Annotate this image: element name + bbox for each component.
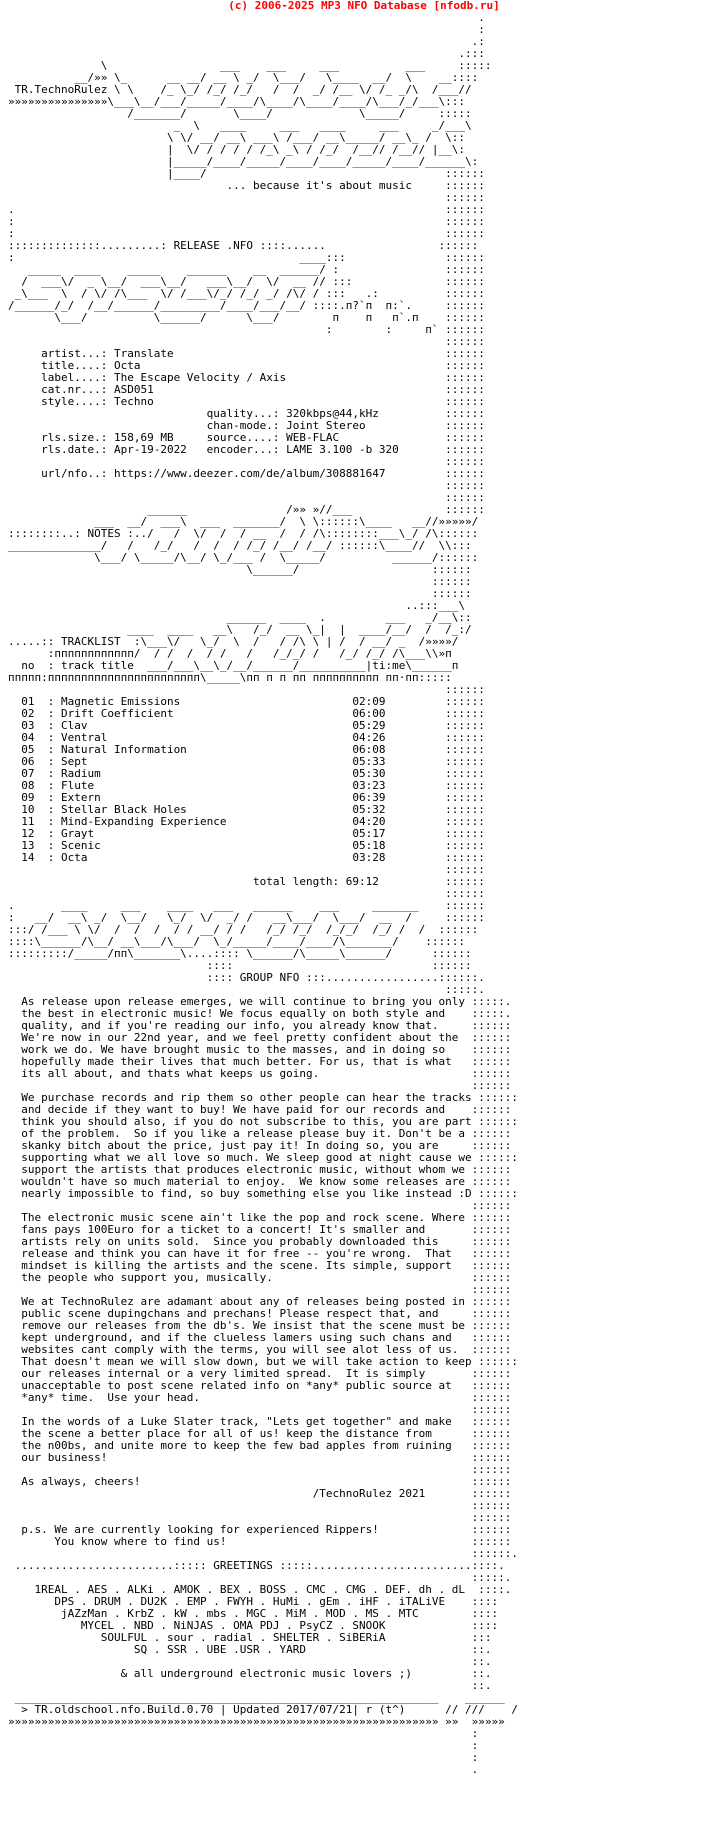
nfo-document (8, 12, 720, 1832)
site-header: (c) 2006-2025 MP3 NFO Database [nfodb.ru] (228, 0, 500, 12)
nfo-text: . : .: .::: \ ___ ___ ___ ___ ::::: __/»» \_ __ __/ __ \ _/ \___/ \____ __/ \ __:::: TR.TechnoRulez \ \ /_ \_/ /_/ /_/ / / _/ /__ \/ /_ _/\ /___// »»»»»»»»»»»»»»»\___\__/___/_____/____/\____/\____/____/\___/_/___\::: /_______/ \____/ \_____/ ::::: _ \ ____ ___ ____ ___ _/___\ \ \/ __/ __\ ___\ /___/ __\_____/ __\_ / \:: | \/ / / / / /_\ _\ / /_/ /__// /__// |__\: |_____/____/_____/____/____/_____/____/______\: |____/ :::::: ... because it's about music :::::: :::::: . :::::: : :::::: : :::::: ::::::::::::::.........: RELEASE .NFO ::::...... :::::: : ____::: :::::: _____ ____ _____ ______ __ ______/ : :::::: / ___\/ _ \__/ ___\__/ ___\__/ \/ __ // ::: :::::: _\___ \ / \/ /\___ \/ /___\/_/ /_/ _/ /\/ / ::: .: :::::: /______/_/ /__/______/_________/____/___/__/ ::::.п?`п п:`. :::::: \___/ \______/ \___/ п п п`.п :::::: : : п` :::::: :::::: artist...: Translate :::::: title....: Octa :::::: label....: The Escape Velocity / Axis :::::: cat.nr...: ASD051 :::::: style....: Techno :::::: quality...: 320kbps@44,kHz :::::: chan-mode.: Joint Stereo :::::: rls.size.: 158,69 MB source....: WEB-FLAC :::::: rls.date.: Apr-19-2022 encoder...: LAME 3.100 -b 320 :::::: :::::: url/nfo..: https://www.deezer.com/de/album/308881647 :::::: :::::: :::::: ______ /»» »//___ :::::: ___ __/ ___\ ___ _______/ \ \::::::\____ __//»»»»»/ ::::::::..: NOTES :../ / \/ / / __ / / /\::::::::___\_/ /\:::::: ______________/ / /_/ / / / /_/ /__/ /__/ ::::::\____// \\::: \___/ \_____/\__/ \_/___ / \_____/ ______/:::::: \______/ :::::: :::::: :::::: ..:::___\ ______ ____ . ___ _/__\:: ____ ____ __\ /_/ __ \_| | ____/__/ / /_:/ .....:: TRACKLIST :\___\/ \_/ \ / / /\ \ | / / __/ _ /»»»»/ :пппппппппппп/ / / / / / / /_/_/ / /_/ /_/ /\___\\»п no : track title ___/___\__\_/__/______/__________|ti:me\______п ппппп:ппппппппппппппппппппппп\_____\пп п п пп пппппппппп пп·пп::::: :::::: 01 : Magnetic Emissions 02:09 :::::: 02 : Drift Coefficient 06:00 :::::: 03 : Clav 05:29 :::::: 04 : Ventral 04:26 :::::: 05 : Natural Information 06:08 :::::: 06 : Sept 05:33 :::::: 07 : Radium 05:30 :::::: 08 : Flute 03:23 :::::: 09 : Extern 06:39 :::::: 10 : Stellar Black Holes 05:32 :::::: 11 : Mind-Expanding Experience 04:20 :::::: 12 : Grayt 05:17 :::::: 13 : Scenic 05:18 :::::: 14 : Octa 03:28 :::::: :::::: total length: 69:12 :::::: :::::: . ____ ___ ____ ___ ______ ___ _______ :::::: : __/ __\ _/ \__/ \_/ \/ _/ / __\___/ \___/ __ / :::::: :::/ /___ \ \/ / / / / / __/ / / /_/ /_/ /_/_/ /_/ / / :::::: ::::\______/\__/ __\___/\___/ \_/_____/____/____/\_______/ :::::: :::::::::/_____/пп\_______\....:::: \______/\_____\______/ :::::: :::: :::::: :::: GROUP NFO :::.................::::::. :::::. As release upon release emerges, we will continue to bring you only :::::. the best in electronic music! We focus equally on both style and :::::. quality, and if you're reading our info, you already know that. :::::: We're now in our 22nd year, and we feel pretty confident about the :::::: work we do. We have brought music to the masses, and in doing so :::::: hopefully made their lives that much better. For us, that is what :::::: its all about, and thats what keeps us going. :::::: :::::: We purchase records and rip them so other people can hear the tracks :::::: and decide if they want to buy! We have paid for our records and :::::: think you should also, if you do not subscribe to this, you are part :::::: of the problem. So if you like a release please buy it. Don't be a :::::: skanky bitch about the price, just pay it! In doing so, you are :::::: supporting what we all love so much. We sleep good at night cause we :::::: support the artists that produces electronic music, without whom we :::::: wouldn't have so much material to enjoy. We know some releases are :::::: nearly impossible to find, so buy something else you like instead :D :::::: :::::: The electronic music scene ain't like the pop and rock scene. Where :::::: fans pays 100Euro for a ticket to a concert! It's smaller and :::::: artists rely on units sold. Since you probably downloaded this :::::: release and think you can have it for free -- you're wrong. That :::::: mindset is killing the artists and the scene. Its simple, support :::::: the people who support you, musically. :::::: :::::: We at TechnoRulez are adamant about any of releases being posted in :::::: public scene dupingchans and prechans! Please respect that, and :::::: remove our releases from the db's. We insist that the scene must be :::::: kept underground, and if the clueless lamers using such chans and :::::: websites cant comply with the terms, you will see alot less of us. :::::: That doesn't mean we will slow down, but we will take action to keep :::::: our releases internal or a very limited spread. It is simply :::::: unacceptable to post scene related info on *any* public source at :::::: *any* time. Use your head. :::::: :::::: In the words of a Luke Slater track, "Lets get together" and make :::::: the scene a better place for all of us! keep the distance from :::::: the n00bs, and unite more to keep the few bad apples from ruining :::::: our business! :::::: :::::: As always, cheers! :::::: /TechnoRulez 2021 :::::: :::::: :::::: p.s. We are currently looking for experienced Rippers! :::::: You know where to find us! :::::: ::::::. ........................::::: GREETINGS :::::........................::::. :::::. 1REAL . AES . ALKi . AMOK . BEX . BOSS . CMC . CMG . DEF. dh . dL ::::. DPS . DRUM . DU2K . EMP . FWYH . HuMi . gEm . iHF . iTALiVE :::: jAZzMan . KrbZ . kW . mbs . MGC . MiM . MOD . MS . MTC :::: MYCEL . NBD . NiNJAS . OMA PDJ . PsyCZ . SNOOK :::: SOULFUL . sour . radial . SHELTER . SiBERiA ::: SQ . SSR . UBE .USR . YARD ::. ::. & all underground electronic music lovers ;) ::. ::. ________________________________________________________________ ______ > TR.oldschool.nfo.Build.0.70 | Updated 2017/07/21| r (t^) // /// / »»»»»»»»»»»»»»»»»»»»»»»»»»»»»»»»»»»»»»»»»»»»»»»»»»»»»»»»»»»»»»»»» »» »»»»» : : : . (8, 12, 518, 1776)
